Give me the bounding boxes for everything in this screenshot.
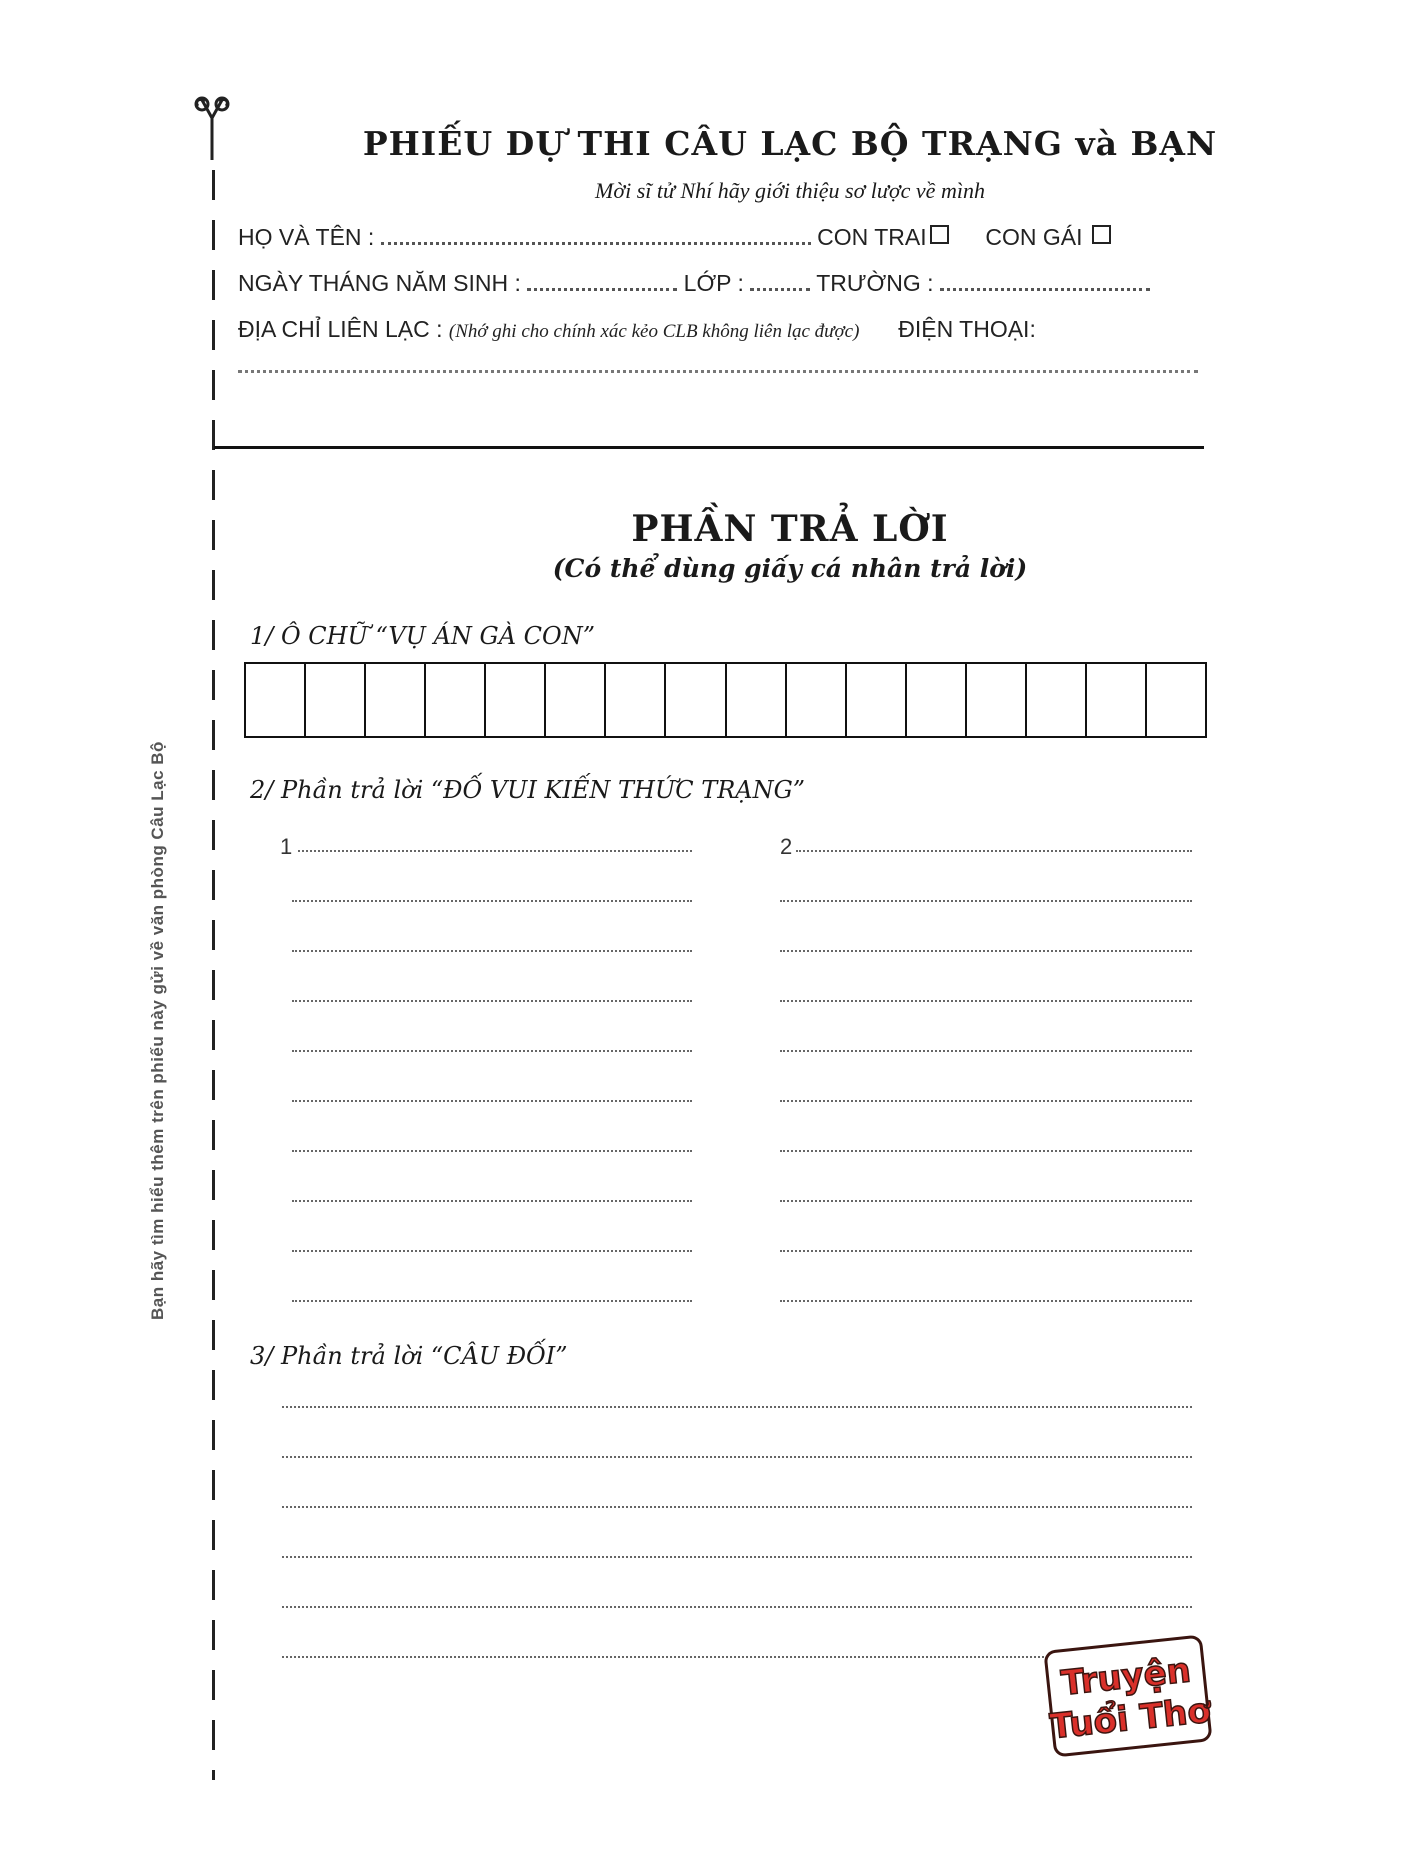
svg-text:Truyện: Truyện — [1059, 1650, 1193, 1704]
boy-checkbox[interactable] — [930, 225, 949, 244]
crossword-cell[interactable] — [246, 664, 306, 736]
form-subtitle: Mời sĩ tử Nhí hãy giới thiệu sơ lược về mình — [595, 178, 985, 203]
crossword-cell[interactable] — [306, 664, 366, 736]
address-note: (Nhớ ghi cho chính xác kẻo CLB không liên lạc được) — [448, 321, 860, 342]
form-title: PHIẾU DỰ THI CÂU LẠC BỘ TRẠNG và BẠN — [362, 124, 1218, 163]
side-note: Bạn hãy tìm hiểu thêm trên phiếu này gửi về văn phòng Câu Lạc Bộ — [148, 741, 167, 1320]
crossword-cell[interactable] — [1027, 664, 1087, 736]
couplet-answer-line[interactable] — [282, 1406, 1192, 1408]
answer-number-2: 2 — [780, 834, 793, 859]
divider — [214, 446, 1204, 449]
name-input[interactable] — [381, 228, 811, 245]
address-label: ĐỊA CHỈ LIÊN LẠC : — [238, 316, 443, 342]
crossword-cell[interactable] — [847, 664, 907, 736]
quiz-answer-line[interactable] — [292, 900, 692, 902]
row-name — [238, 224, 1111, 251]
crossword-cell[interactable] — [486, 664, 546, 736]
crossword-grid — [244, 662, 1207, 738]
scissors-icon — [190, 96, 234, 160]
crossword-cell[interactable] — [1147, 664, 1205, 736]
class-input[interactable] — [750, 274, 810, 291]
school-label: TRƯỜNG : — [816, 270, 934, 296]
quiz-answer-line[interactable] — [796, 850, 1192, 852]
crossword-cell[interactable] — [1087, 664, 1147, 736]
quiz-answer-line[interactable] — [780, 1050, 1192, 1052]
section-crossword-heading: 1/ Ô CHỮ “VỤ ÁN GÀ CON” — [250, 622, 595, 650]
phone-label: ĐIỆN THOẠI: — [898, 316, 1036, 342]
quiz-answer-line[interactable] — [780, 900, 1192, 902]
quiz-answer-line[interactable] — [780, 950, 1192, 952]
crossword-cell[interactable] — [666, 664, 726, 736]
class-label: LỚP : — [683, 270, 744, 296]
quiz-answer-line[interactable] — [780, 1150, 1192, 1152]
quiz-answer-line[interactable] — [780, 1300, 1192, 1302]
crossword-cell[interactable] — [546, 664, 606, 736]
section-quiz-heading: 2/ Phần trả lời “ĐỐ VUI KIẾN THỨC TRẠNG” — [250, 776, 806, 804]
quiz-answer-line[interactable] — [292, 1300, 692, 1302]
quiz-answer-line[interactable] — [780, 1100, 1192, 1102]
section-couplet-heading: 3/ Phần trả lời “CÂU ĐỐI” — [250, 1342, 568, 1370]
birth-input[interactable] — [527, 274, 677, 291]
girl-label: CON GÁI — [985, 224, 1083, 250]
crossword-cell[interactable] — [366, 664, 426, 736]
truyen-tuoi-tho-logo — [1040, 1634, 1216, 1758]
quiz-answer-line[interactable] — [292, 1200, 692, 1202]
row-address — [238, 316, 1036, 343]
answer-number-1: 1 — [280, 834, 293, 859]
quiz-answer-line[interactable] — [780, 1200, 1192, 1202]
couplet-answer-line[interactable] — [282, 1556, 1192, 1558]
row-birth — [238, 270, 1150, 297]
couplet-answer-line[interactable] — [282, 1456, 1192, 1458]
answer-subtitle: (Có thể dùng giấy cá nhân trả lời) — [552, 554, 1028, 583]
crossword-cell[interactable] — [787, 664, 847, 736]
crossword-cell[interactable] — [907, 664, 967, 736]
birth-label: NGÀY THÁNG NĂM SINH : — [238, 270, 521, 296]
crossword-cell[interactable] — [727, 664, 787, 736]
name-label: HỌ VÀ TÊN : — [238, 224, 375, 250]
quiz-answer-line[interactable] — [780, 1000, 1192, 1002]
quiz-answer-line[interactable] — [292, 950, 692, 952]
quiz-answer-line[interactable] — [780, 1250, 1192, 1252]
girl-checkbox[interactable] — [1092, 225, 1111, 244]
address-input[interactable] — [238, 370, 1198, 373]
couplet-answer-line[interactable] — [282, 1606, 1192, 1608]
svg-text:Tuổi Thơ: Tuổi Thơ — [1048, 1690, 1213, 1748]
crossword-cell[interactable] — [967, 664, 1027, 736]
quiz-answer-line[interactable] — [292, 1050, 692, 1052]
school-input[interactable] — [940, 274, 1150, 291]
quiz-answer-line[interactable] — [292, 1100, 692, 1102]
quiz-answer-line[interactable] — [292, 1250, 692, 1252]
couplet-answer-line[interactable] — [282, 1506, 1192, 1508]
crossword-cell[interactable] — [606, 664, 666, 736]
quiz-answer-line[interactable] — [292, 1000, 692, 1002]
answer-title: PHẦN TRẢ LỜI — [631, 508, 949, 550]
boy-label: CON TRAI — [817, 224, 927, 250]
crossword-cell[interactable] — [426, 664, 486, 736]
cut-line — [212, 170, 215, 1780]
quiz-answer-line[interactable] — [292, 1150, 692, 1152]
quiz-answer-line[interactable] — [298, 850, 692, 852]
